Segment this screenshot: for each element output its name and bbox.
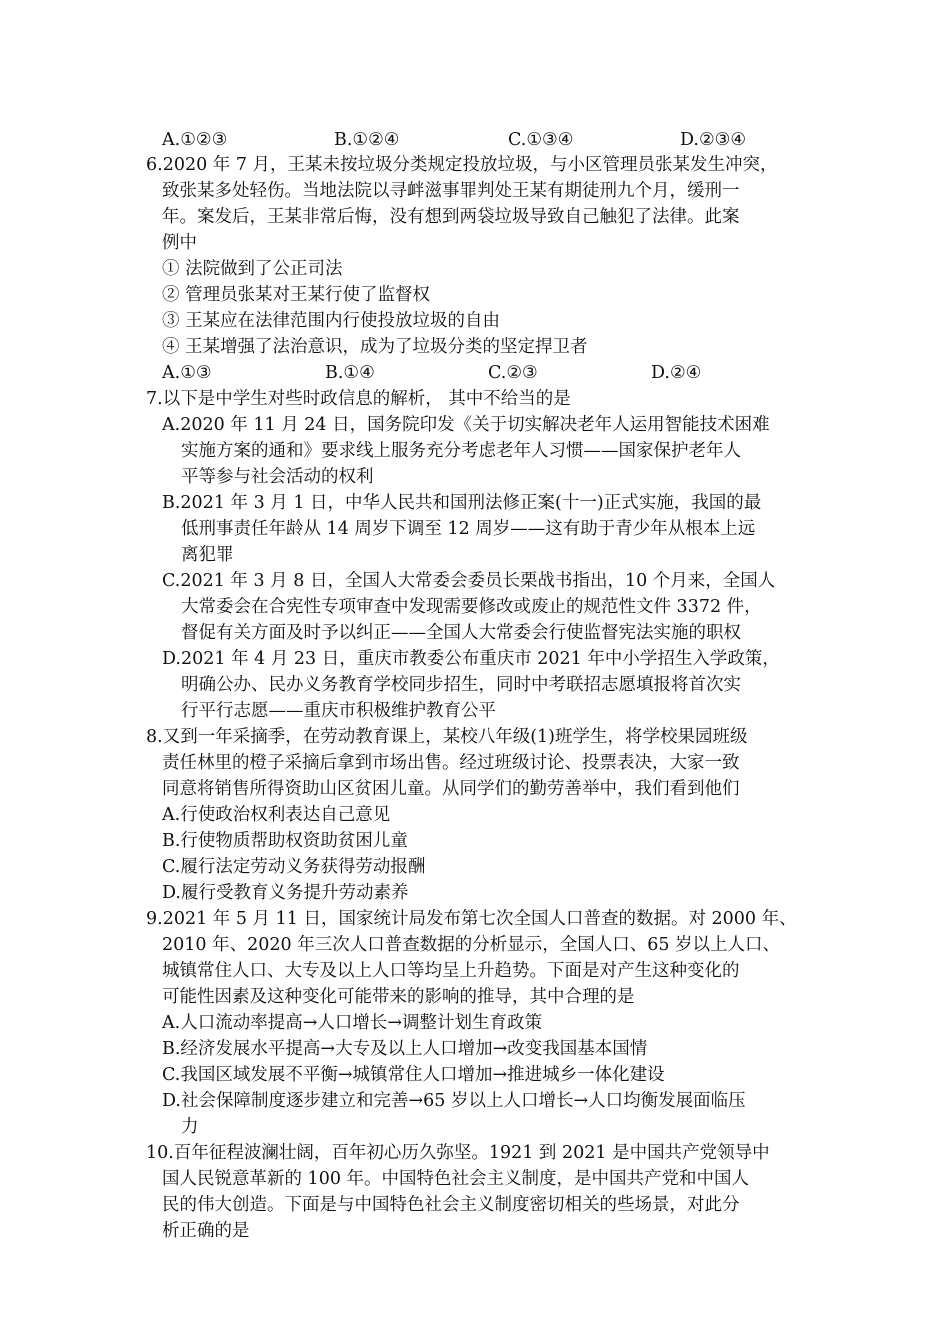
- q10-stem-line: 析正确的是: [162, 1221, 250, 1241]
- q8-option-b: B.行使物质帮助权资助贫困儿童: [162, 831, 408, 851]
- q8-option-a: A.行使政治权利表达自己意见: [162, 805, 391, 825]
- q10-stem-line: 民的伟大创造。下面是与中国特色社会主义制度密切相关的些场景，对此分: [162, 1195, 740, 1215]
- q9-option-d-cont: 力: [181, 1117, 199, 1137]
- q7-option-d-line: D.2021 年 4 月 23 日，重庆市教委公布重庆市 2021 年中小学招生入学政策，: [162, 649, 780, 669]
- q7-option-c-line: 大常委会在合宪性专项审查中发现需要修改或废止的规范性文件 3372 件，: [181, 597, 762, 617]
- q6-statement-1: ① 法院做到了公正司法: [162, 259, 343, 279]
- q9-option-d: D.社会保障制度逐步建立和完善→65 岁以上人口增长→人口均衡发展面临压: [162, 1091, 746, 1111]
- q5-option-a: A.①②③: [162, 130, 228, 150]
- q8-stem-line: 同意将销售所得资助山区贫困儿童。从同学们的勤劳善举中，我们看到他们: [162, 779, 740, 799]
- q9-stem-line: 可能性因素及这种变化可能带来的影响的推导，其中合理的是: [162, 987, 635, 1007]
- q7-option-a-line: 平等参与社会活动的权利: [181, 467, 374, 487]
- q7-option-a-line: 实施方案的通和》要求线上服务充分考虑老年人习惯——国家保护老年人: [181, 441, 741, 461]
- q6-option-d: D.②④: [651, 363, 702, 383]
- q7-option-b-line: B.2021 年 3 月 1 日，中华人民共和国刑法修正案(十一)正式实施，我国的最: [162, 493, 762, 513]
- q9-stem-line: 城镇常住人口、大专及以上人口等均呈上升趋势。下面是对产生这种变化的: [162, 961, 740, 981]
- q7-option-b-line: 低刑事责任年龄从 14 周岁下调至 12 周岁——这有助于青少年从根本上远: [181, 519, 756, 539]
- q8-option-c: C.履行法定劳动义务获得劳动报酬: [162, 857, 426, 877]
- q7-option-a-line: A.2020 年 11 月 24 日，国务院印发《关于切实解决老年人运用智能技术困难: [162, 415, 770, 435]
- q5-option-d: D.②③④: [680, 130, 747, 150]
- q6-stem-line: 6.2020 年 7 月，王某未按垃圾分类规定投放垃圾，与小区管理员张某发生冲突，: [146, 155, 778, 175]
- q9-stem-line: 9.2021 年 5 月 11 日，国家统计局发布第七次全国人口普查的数据。对 2000 年、: [146, 909, 797, 929]
- q8-option-d: D.履行受教育义务提升劳动素养: [162, 883, 409, 903]
- q5-option-b: B.①②④: [334, 130, 400, 150]
- q6-stem-line: 致张某多处轻伤。当地法院以寻衅滋事罪判处王某有期徒刑九个月，缓刑一: [162, 181, 740, 201]
- q6-option-a: A.①③: [162, 363, 212, 383]
- q7-option-d-line: 行平行志愿——重庆市积极维护教育公平: [181, 701, 496, 721]
- q10-stem-line: 国人民锐意革新的 100 年。中国特色社会主义制度，是中国共产党和中国人: [162, 1169, 750, 1189]
- q7-stem: 7.以下是中学生对些时政信息的解析， 其中不给当的是: [146, 389, 571, 409]
- q9-stem-line: 2010 年、2020 年三次人口普查数据的分析显示，全国人口、65 岁以上人口、: [162, 935, 781, 955]
- q9-option-a: A.人口流动率提高→人口增长→调整计划生育政策: [162, 1013, 543, 1033]
- q7-option-d-line: 明确公办、民办义务教育学校同步招生，同时中考联招志愿填报将首次实: [181, 675, 741, 695]
- q7-option-c-line: C.2021 年 3 月 8 日，全国人大常委会委员长栗战书指出，10 个月来，全国人: [162, 571, 776, 591]
- q6-statement-3: ③ 王某应在法律范围内行使投放垃圾的自由: [162, 311, 501, 331]
- q6-option-c: C.②③: [488, 363, 538, 383]
- q5-option-c: C.①③④: [508, 130, 574, 150]
- q6-stem-line: 例中: [162, 233, 197, 253]
- q7-option-c-line: 督促有关方面及时予以纠正——全国人大常委会行使监督宪法实施的职权: [181, 623, 741, 643]
- q8-stem-line: 8.又到一年采摘季，在劳动教育课上，某校八年级(1)班学生，将学校果园班级: [146, 727, 748, 747]
- q9-option-c: C.我国区域发展不平衡→城镇常住人口增加→推进城乡一体化建设: [162, 1065, 665, 1085]
- q6-statement-4: ④ 王某增强了法治意识，成为了垃圾分类的坚定捍卫者: [162, 337, 588, 357]
- q6-option-b: B.①④: [325, 363, 375, 383]
- q10-stem-line: 10.百年征程波澜壮阔，百年初心历久弥坚。1921 到 2021 是中国共产党领导中: [146, 1143, 770, 1163]
- q6-statement-2: ② 管理员张某对王某行使了监督权: [162, 285, 431, 305]
- q8-stem-line: 责任林里的橙子采摘后拿到市场出售。经过班级讨论、投票表决，大家一致: [162, 753, 740, 773]
- q9-option-b: B.经济发展水平提高→大专及以上人口增加→改变我国基本国情: [162, 1039, 648, 1059]
- q7-option-b-line: 离犯罪: [181, 545, 234, 565]
- q6-stem-line: 年。案发后，王某非常后悔，没有想到两袋垃圾导致自己触犯了法律。此案: [162, 207, 740, 227]
